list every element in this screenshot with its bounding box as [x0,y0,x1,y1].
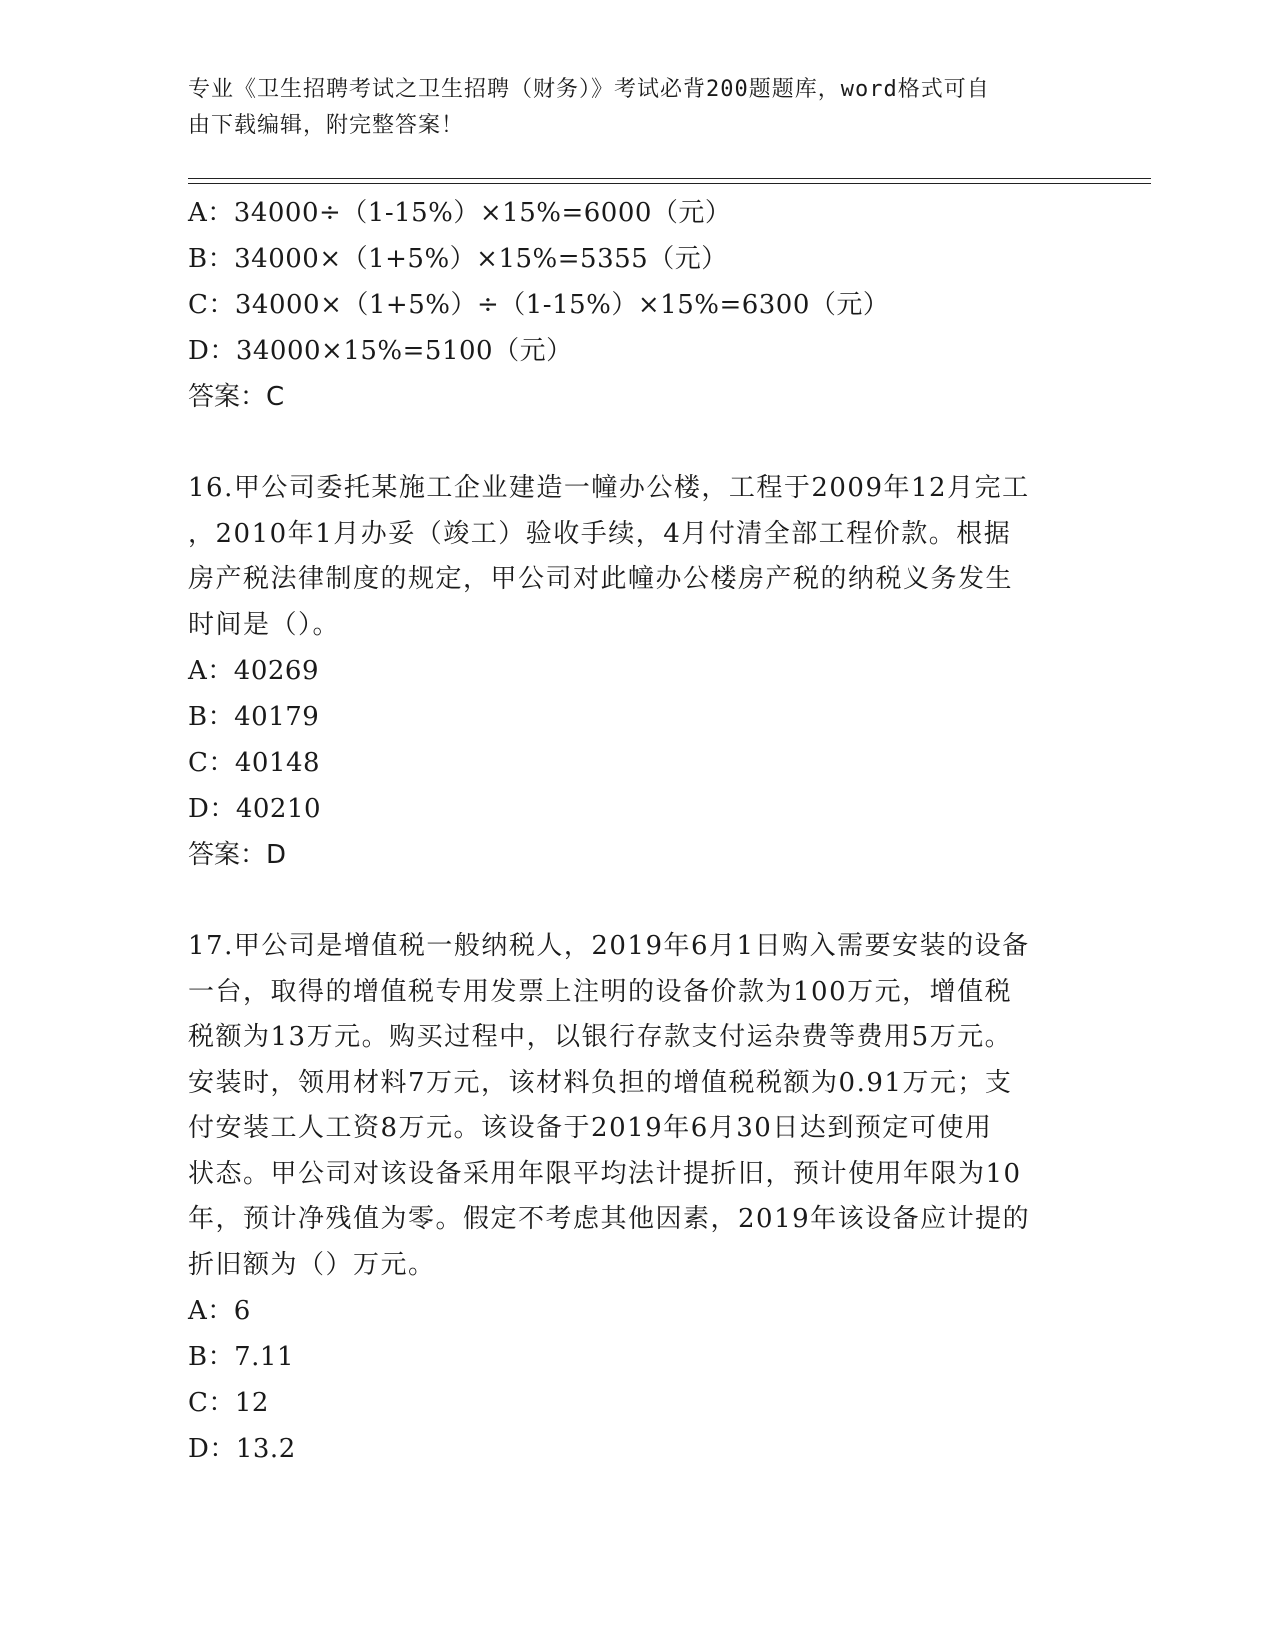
question-17-block [188,924,1088,1472]
header-line-2: 由下载编辑，附完整答案！ [188,113,465,138]
header-divider-top [188,178,1151,179]
q17-stem-line: 安装时，领用材料7万元，该材料负担的增值税税额为0.91万元；支 [188,1067,1013,1098]
q17-option-d: D：13.2 [188,1434,296,1464]
q17-stem-line: 年，预计净残值为零。假定不考虑其他因素，2019年该设备应计提的 [188,1204,1031,1234]
q16-answer: 答案：D [188,840,287,870]
q16-option-b: B：40179 [188,702,320,732]
q15-answer: 答案：C [188,382,285,412]
q17-option-b: B：7.11 [188,1342,294,1372]
q16-stem-line: 16.甲公司委托某施工企业建造一幢办公楼，工程于2009年12月完工 [188,473,1030,503]
q16-stem-line: ，2010年1月办妥（竣工）验收手续，4月付清全部工程价款。根据 [188,518,1012,549]
q16-stem [188,466,1088,648]
q16-stem-line: 时间是（）。 [188,609,341,640]
spacer [188,878,1088,924]
question-15-block [188,190,1088,420]
q17-stem-line: 折旧额为（）万元。 [188,1249,436,1280]
q17-stem [188,924,1088,1288]
q15-option-b: B：34000×（1+5%）×15%=5355（元） [188,244,728,274]
q16-option-d: D：40210 [188,794,322,824]
q17-stem-line: 一台，取得的增值税专用发票上注明的设备价款为100万元，增值税 [188,976,1013,1007]
q17-stem-line: 17.甲公司是增值税一般纳税人，2019年6月1日购入需要安装的设备 [188,931,1030,961]
q17-option-c: C：12 [188,1388,269,1418]
q17-stem-line: 付安装工人工资8万元。该设备于2019年6月30日达到预定可使用 [188,1113,993,1143]
q15-option-a: A：34000÷（1-15%）×15%=6000（元） [188,198,732,228]
q16-option-c: C：40148 [188,748,321,778]
q17-stem-line: 税额为13万元。购买过程中，以银行存款支付运杂费等费用5万元。 [188,1022,1013,1052]
q17-stem-line: 状态。甲公司对该设备采用年限平均法计提折旧，预计使用年限为10 [188,1158,1022,1189]
spacer [188,420,1088,466]
q16-stem-line: 房产税法律制度的规定，甲公司对此幢办公楼房产税的纳税义务发生 [188,564,1014,594]
question-16-block [188,466,1088,878]
question-content [188,190,1088,1472]
header-line-1: 专业《卫生招聘考试之卫生招聘（财务）》考试必背200题题库，word格式可自 [188,77,990,102]
q15-option-c: C：34000×（1+5%）÷（1-15%）×15%=6300（元） [188,290,890,320]
q17-option-a: A：6 [188,1296,251,1326]
q16-option-a: A：40269 [188,656,319,686]
document-header [188,72,1088,144]
header-divider-bottom [188,183,1151,184]
q15-option-d: D：34000×15%=5100（元） [188,336,573,366]
